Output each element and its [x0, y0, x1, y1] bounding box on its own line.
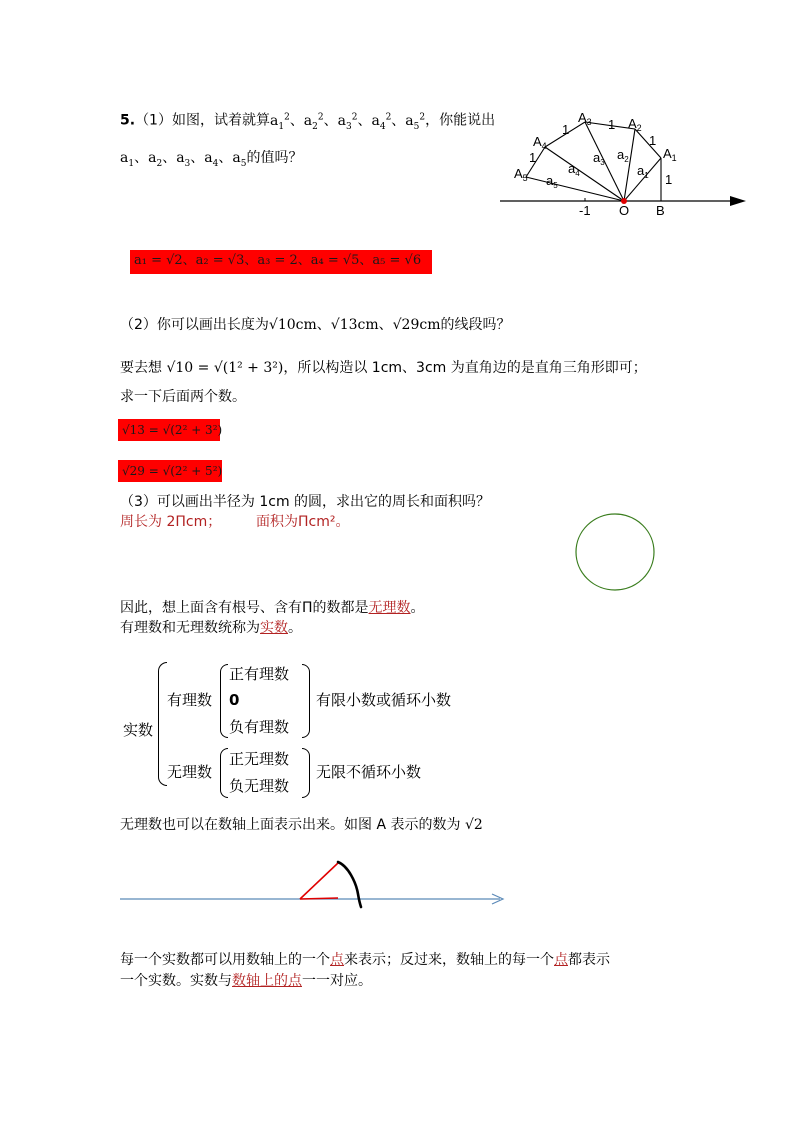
- svg-text:1: 1: [665, 172, 673, 187]
- term-axis-point: 数轴上的点: [232, 973, 302, 989]
- q1-powers: $a_1^2$、$a_2^2$、$a_3^2$、$a_4^2$、$a_5^2$: [269, 112, 426, 132]
- term-point-1: 点: [330, 952, 344, 968]
- q1-line1: [120, 108, 495, 135]
- brace-rational: [220, 664, 228, 738]
- svg-text:a4: $a_4$: [568, 161, 580, 178]
- compass-arc: [338, 862, 361, 907]
- rational-positive: 正有理数: [229, 665, 290, 683]
- svg-text:1: 1: [608, 117, 616, 132]
- rational-desc: 有限小数或循环小数: [316, 691, 452, 709]
- svg-text:a5: $a_5$: [546, 173, 558, 190]
- svg-text:1: 1: [649, 133, 657, 148]
- class-irrational: 无理数: [167, 763, 213, 781]
- brace-root: [158, 662, 167, 786]
- q1-line2: $a_1$、$a_2$、$a_3$、$a_4$、$a_5$的值吗？: [120, 150, 303, 169]
- q2-line2: 求一下后面两个数。: [120, 389, 246, 405]
- q1-suffix: ，你能说出: [425, 112, 496, 129]
- q2-answer-13: √13 = √(2² + 3²): [118, 419, 220, 441]
- figure-axis-arrow: [730, 196, 746, 206]
- svg-text:a3: $a_3$: [593, 150, 605, 167]
- conclusion-line2: 有理数和无理数统称为实数。: [120, 620, 302, 636]
- term-irrational: 无理数: [368, 600, 411, 616]
- numberline-figure: [118, 852, 513, 914]
- svg-text:a2: $a_2$: [617, 147, 629, 164]
- svg-text:A4: $A_4$: [533, 134, 547, 151]
- svg-text:-1: -1: [579, 203, 591, 218]
- q2-title: （2）你可以画出长度为√10cm、√13cm、√29cm的线段吗？: [120, 317, 511, 333]
- svg-text:A3: $A_3$: [578, 110, 592, 127]
- svg-text:A2: $A_2$: [628, 116, 642, 133]
- rbrace-rational: [302, 664, 310, 738]
- svg-text:a1: $a_1$: [637, 163, 649, 180]
- q2-line1: 要去想 √10 = √(1² + 3²)，所以构造以 1cm、3cm 为直角边的是直角三角形即可；: [120, 360, 647, 376]
- q1-prefix: （1）如图，试着就算: [135, 112, 270, 129]
- irrational-positive: 正无理数: [229, 750, 290, 768]
- q1-number: 5.: [120, 112, 136, 129]
- q1-answer: a₁ = √2、a₂ = √3、a₃ = 2、a₄ = √5、a₅ = √6: [130, 250, 432, 274]
- svg-text:B: B: [656, 203, 665, 218]
- triangle-base: [300, 898, 338, 899]
- irrational-negative: 负无理数: [229, 777, 290, 795]
- svg-text:1: 1: [529, 150, 537, 165]
- numberline-text: 无理数也可以在数轴上面表示出来。如图 A 表示的数为 √2: [120, 817, 483, 833]
- rational-negative: 负有理数: [229, 718, 290, 736]
- class-root: 实数: [123, 721, 154, 739]
- rbrace-irrational: [302, 748, 310, 798]
- final-line2: 一个实数。实数与数轴上的点一一对应。: [120, 973, 372, 989]
- q3-perimeter: 周长为 2Πcm；: [120, 514, 222, 530]
- svg-text:O: O: [619, 203, 630, 218]
- circle-figure: [572, 512, 658, 594]
- class-rational: 有理数: [167, 691, 213, 709]
- q3-area: 面积为Πcm²。: [256, 514, 350, 530]
- term-real: 实数: [260, 620, 288, 636]
- q2-answer-29: √29 = √(2² + 5²): [118, 460, 222, 482]
- final-line1: 每一个实数都可以用数轴上的一个点来表示；反过来，数轴上的每一个点都表示: [120, 952, 610, 968]
- brace-irrational: [220, 748, 228, 798]
- spiral-figure: [498, 105, 758, 220]
- term-point-2: 点: [554, 952, 568, 968]
- q3-title: （3）可以画出半径为 1cm 的圆，求出它的周长和面积吗？: [120, 494, 491, 510]
- irrational-desc: 无限不循环小数: [316, 763, 422, 781]
- rational-zero: 0: [229, 691, 240, 709]
- conclusion-line1: 因此，想上面含有根号、含有Π的数都是无理数。: [120, 600, 425, 616]
- svg-text:1: 1: [562, 122, 570, 137]
- triangle-hypotenuse: [300, 863, 338, 899]
- svg-text:A5: $A_5$: [514, 166, 528, 183]
- svg-text:A1: $A_1$: [663, 146, 677, 163]
